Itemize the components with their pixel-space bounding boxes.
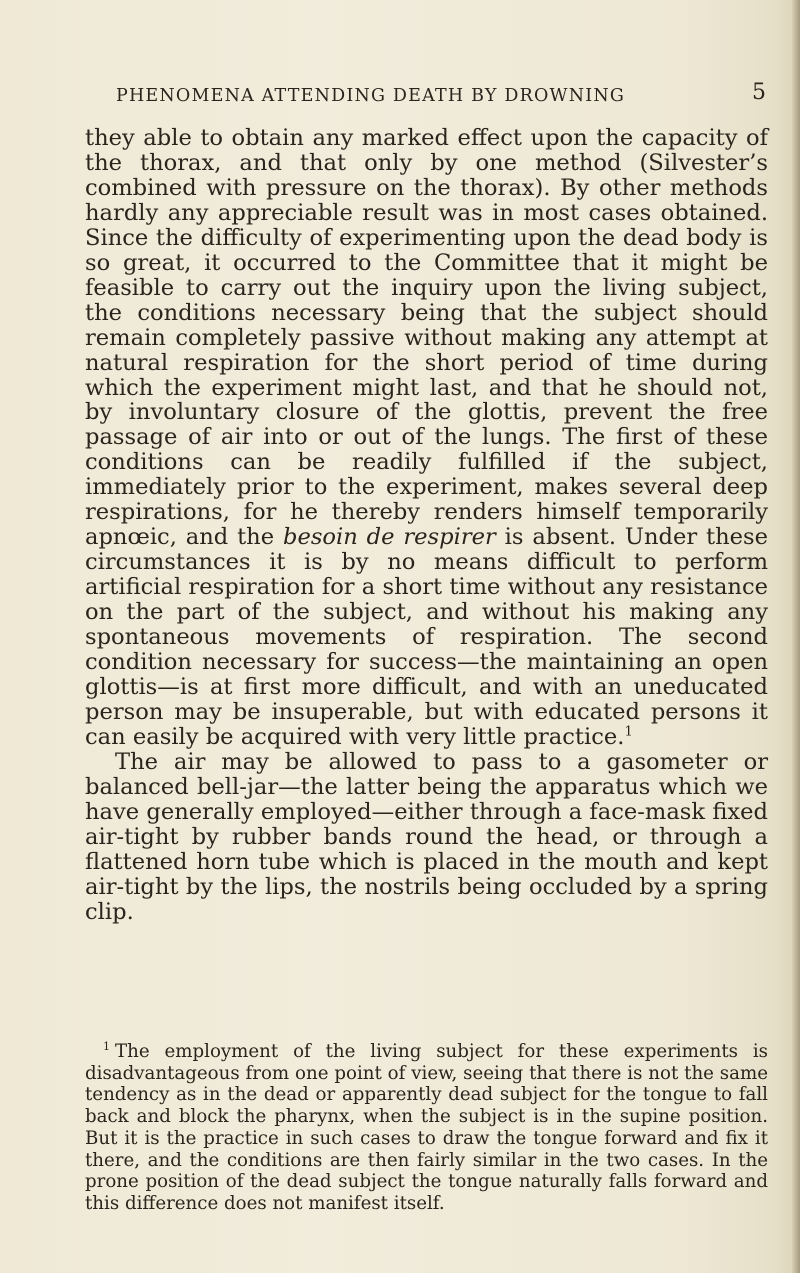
paragraph xyxy=(85,126,768,750)
paragraph-text: they able to obtain any marked effect upon the capacity of the thorax, and that only by one method (Silvester’s combined with pressure on the thorax). By other methods hardly any appreciable result was in most cases obtained. Since the difficulty of experimenting upon the dead body is so great, it occurred to the Committee that it might be feasible to carry out the inquiry upon the living subject, the conditions necessary being that the subject should remain completely passive without making any attempt at natural respiration for the short period of time during which the experiment might last, and that he should not, by involuntary closure of the glottis, prevent the free passage of air into or out of the lungs. The first of these conditions can be readily fulfilled if the subject, immediately prior to the experiment, makes several deep respirations, for he thereby renders himself temporarily apnœic, and the xyxy=(85,125,768,551)
footnote-mark: 1 xyxy=(103,1039,110,1053)
page-number: 5 xyxy=(752,80,766,105)
paragraph: The air may be allowed to pass to a gasometer or balanced bell-jar—the latter being the apparatus which we have generally employed—either through a face-mask fixed air-tight by rubber bands round the head, or through a flattened horn tube which is placed in the mouth and kept air-tight by the lips, the nostrils being occluded by a spring clip. xyxy=(85,748,768,925)
body-text xyxy=(85,126,768,925)
running-head xyxy=(86,80,766,116)
footnote-reference: 1 xyxy=(624,724,633,740)
paragraph-text: is absent. Under these circumstances it is by no means difficult to perform artificial respiration for a short time without any resistance on the part of the subject, and without his making any spontaneous movements of respiration. The second condition necessary for success—the maintaining an open glottis—is at first more difficult, and with an uneducated person may be insuperable, but with educated persons it can easily be acquired with very little practice. xyxy=(85,524,768,750)
italic-phrase: besoin de respirer xyxy=(282,524,496,551)
footnote-text: The employment of the living subject for these experiments is disadvantageous from one point of view, seeing that there is not the same tendency as in the dead or apparently dead subject for the tongue to fall back and block the pharynx, when the subject is in the supine position. But it is the practice in such cases to draw the tongue forward and fix it there, and the conditions are then fairly similar in the two cases. In the prone position of the dead subject the tongue naturally falls forward and this difference does not manifest itself. xyxy=(85,1041,768,1214)
page-edge xyxy=(792,0,800,1273)
running-head-title: PHENOMENA ATTENDING DEATH BY DROWNING xyxy=(116,86,626,106)
footnote xyxy=(85,1041,768,1215)
